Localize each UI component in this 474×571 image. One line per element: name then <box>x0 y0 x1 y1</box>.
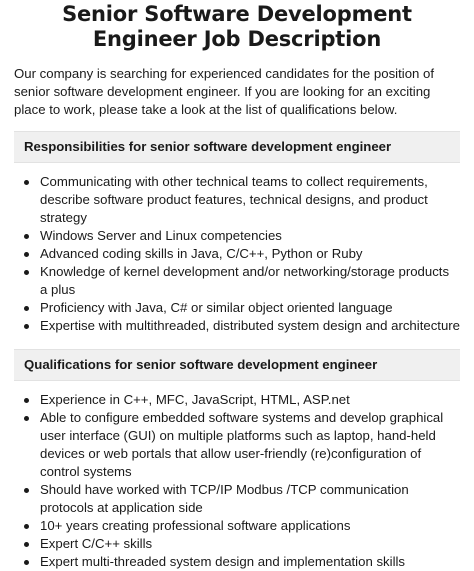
list-item <box>14 409 460 481</box>
list-item <box>14 481 460 517</box>
bullet-icon <box>24 524 29 529</box>
list-item-text: Communicating with other technical teams to collect requirements, describe software product features, technical designs, and product strategy <box>40 174 428 225</box>
list-item <box>14 391 460 409</box>
list-item <box>14 263 460 299</box>
list-item-text: Windows Server and Linux competencies <box>40 228 282 243</box>
qualifications-list <box>14 391 460 571</box>
list-item <box>14 173 460 227</box>
list-item-text: Experience in C++, MFC, JavaScript, HTML, ASP.net <box>40 392 350 407</box>
responsibilities-heading: Responsibilities for senior software development engineer <box>14 131 460 163</box>
list-item <box>14 299 460 317</box>
bullet-icon <box>24 270 29 275</box>
list-item <box>14 245 460 263</box>
list-item <box>14 517 460 535</box>
list-item <box>14 535 460 553</box>
list-item-text: 10+ years creating professional software applications <box>40 518 351 533</box>
list-item-text: Expert C/C++ skills <box>40 536 153 551</box>
bullet-icon <box>24 324 29 329</box>
bullet-icon <box>24 252 29 257</box>
page-title: Senior Software Development Engineer Job Description <box>62 2 412 51</box>
list-item-text: Expert multi-threaded system design and implementation skills <box>40 554 406 569</box>
bullet-icon <box>24 488 29 493</box>
bullet-icon <box>24 542 29 547</box>
bullet-icon <box>24 306 29 311</box>
bullet-icon <box>24 234 29 239</box>
list-item <box>14 317 460 335</box>
list-item-text: Should have worked with TCP/IP Modbus /TCP communication protocols at application side <box>40 482 409 515</box>
list-item-text: Able to configure embedded software systems and develop graphical user interface (GUI) on multiple platforms such as laptop, hand-held devices or web portals that allow user-friendly (re)configuration of control systems <box>40 410 444 479</box>
responsibilities-list <box>14 173 460 335</box>
bullet-icon <box>24 180 29 185</box>
list-item-text: Knowledge of kernel development and/or networking/storage products a plus <box>40 264 450 297</box>
bullet-icon <box>24 560 29 565</box>
list-item <box>14 553 460 571</box>
bullet-icon <box>24 416 29 421</box>
list-item-text: Proficiency with Java, C# or similar object oriented language <box>40 300 393 315</box>
intro-paragraph: Our company is searching for experienced candidates for the position of senior software development engineer. If you are looking for an exciting place to work, please take a look at the list of qualifications below. <box>14 66 435 117</box>
list-item <box>14 227 460 245</box>
bullet-icon <box>24 398 29 403</box>
list-item-text: Advanced coding skills in Java, C/C++, Python or Ruby <box>40 246 363 261</box>
qualifications-heading: Qualifications for senior software development engineer <box>14 349 460 381</box>
list-item-text: Expertise with multithreaded, distributed system design and architecture <box>40 318 461 333</box>
